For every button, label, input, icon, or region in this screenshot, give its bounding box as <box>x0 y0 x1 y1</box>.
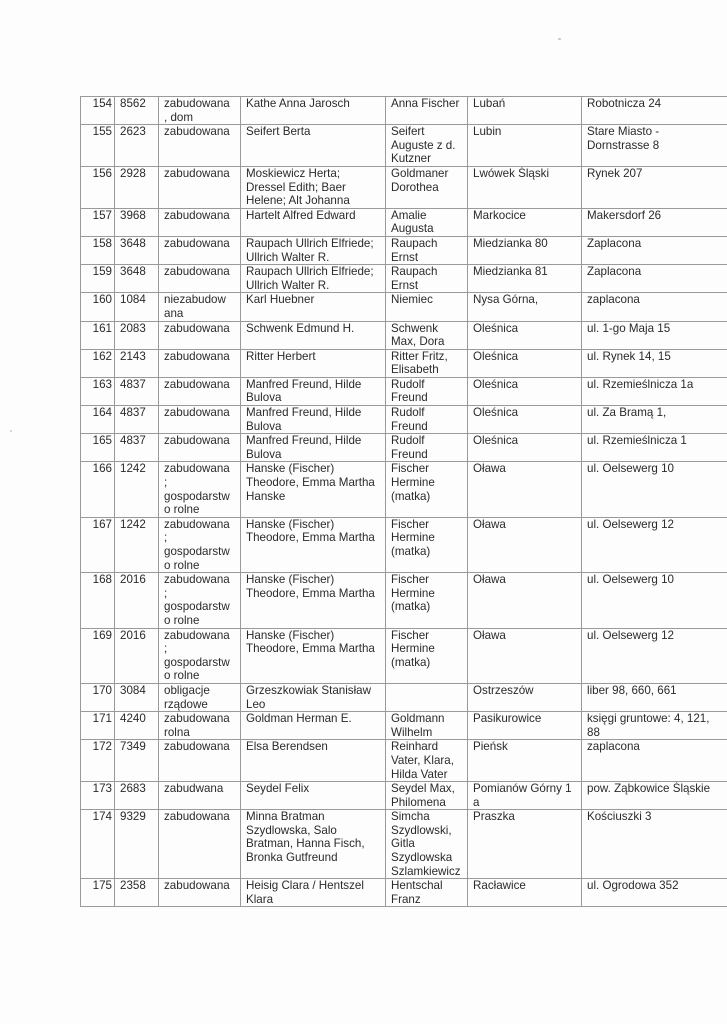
entry-number-cell: 154 <box>81 97 115 125</box>
owner-cell: Schwenk Edmund H. <box>241 321 386 349</box>
owner-cell: Moskiewicz Herta; Dressel Edith; Baer Helene; Alt Johanna <box>241 166 386 208</box>
locality-cell: Lubań <box>468 97 582 125</box>
table-row <box>81 406 727 434</box>
table-row <box>81 628 727 683</box>
heir-cell: Rudolf Freund <box>386 434 468 462</box>
address-cell: ul. Za Bramą 1, <box>582 406 727 434</box>
entry-number-cell: 162 <box>81 349 115 377</box>
land-register-number-cell: 1242 <box>115 462 159 517</box>
property-type-cell: zabudowana ; gospodarstw o rolne <box>159 628 241 683</box>
land-register-number-cell: 4837 <box>115 406 159 434</box>
property-type-cell: zabudowana ; gospodarstw o rolne <box>159 573 241 628</box>
owner-cell: Manfred Freund, Hilde Bulova <box>241 406 386 434</box>
entry-number-cell: 170 <box>81 683 115 711</box>
land-register-number-cell: 2623 <box>115 125 159 167</box>
table-row <box>81 712 727 740</box>
land-register-number-cell: 3648 <box>115 265 159 293</box>
heir-cell: Amalie Augusta <box>386 208 468 236</box>
table-row <box>81 97 727 125</box>
locality-cell: Oleśnica <box>468 406 582 434</box>
property-type-cell: zabudowana <box>159 125 241 167</box>
address-cell: Zaplacona <box>582 265 727 293</box>
address-cell: Makersdorf 26 <box>582 208 727 236</box>
entry-number-cell: 160 <box>81 293 115 321</box>
locality-cell: Racławice <box>468 879 582 907</box>
owner-cell: Kathe Anna Jarosch <box>241 97 386 125</box>
entry-number-cell: 165 <box>81 434 115 462</box>
property-type-cell: zabudowana <box>159 349 241 377</box>
scan-speck <box>558 38 561 40</box>
address-cell: pow. Ząbkowice Śląskie <box>582 782 727 810</box>
address-cell: ul. 1-go Maja 15 <box>582 321 727 349</box>
land-register-number-cell: 4240 <box>115 712 159 740</box>
address-cell: księgi gruntowe: 4, 121, 88 <box>582 712 727 740</box>
table-row <box>81 321 727 349</box>
table-row <box>81 683 727 711</box>
heir-cell: Rudolf Freund <box>386 377 468 405</box>
address-cell: ul. Oelsewerg 12 <box>582 517 727 572</box>
property-type-cell: zabudwana <box>159 782 241 810</box>
land-register-number-cell: 2083 <box>115 321 159 349</box>
table-row <box>81 517 727 572</box>
heir-cell: Reinhard Vater, Klara, Hilda Vater <box>386 740 468 782</box>
table-row <box>81 166 727 208</box>
locality-cell: Oława <box>468 628 582 683</box>
land-register-number-cell: 7349 <box>115 740 159 782</box>
locality-cell: Lwówek Śląski <box>468 166 582 208</box>
land-register-number-cell: 2683 <box>115 782 159 810</box>
entry-number-cell: 175 <box>81 879 115 907</box>
land-register-number-cell: 2016 <box>115 628 159 683</box>
owner-cell: Seydel Felix <box>241 782 386 810</box>
land-register-number-cell: 4837 <box>115 434 159 462</box>
table-row <box>81 434 727 462</box>
heir-cell: Schwenk Max, Dora <box>386 321 468 349</box>
address-cell: Kościuszki 3 <box>582 810 727 879</box>
locality-cell: Ostrzeszów <box>468 683 582 711</box>
owner-cell: Grzeszkowiak Stanisław Leo <box>241 683 386 711</box>
property-type-cell: zabudowana <box>159 236 241 264</box>
land-register-number-cell: 9329 <box>115 810 159 879</box>
entry-number-cell: 174 <box>81 810 115 879</box>
heir-cell: Niemiec <box>386 293 468 321</box>
land-register-number-cell: 3084 <box>115 683 159 711</box>
owner-cell: Hanske (Fischer) Theodore, Emma Martha <box>241 517 386 572</box>
locality-cell: Oława <box>468 517 582 572</box>
address-cell: ul. Oelsewerg 10 <box>582 462 727 517</box>
property-type-cell: zabudowana <box>159 434 241 462</box>
table-row <box>81 265 727 293</box>
property-type-cell: zabudowana ; gospodarstw o rolne <box>159 517 241 572</box>
locality-cell: Oleśnica <box>468 377 582 405</box>
scan-speck <box>10 430 12 432</box>
table-row <box>81 125 727 167</box>
property-type-cell: obligacje rządowe <box>159 683 241 711</box>
address-cell: ul. Ogrodowa 352 <box>582 879 727 907</box>
heir-cell: Anna Fischer <box>386 97 468 125</box>
property-type-cell: zabudowana <box>159 810 241 879</box>
entry-number-cell: 159 <box>81 265 115 293</box>
owner-cell: Hartelt Alfred Edward <box>241 208 386 236</box>
owner-cell: Ritter Herbert <box>241 349 386 377</box>
property-type-cell: zabudowana <box>159 406 241 434</box>
locality-cell: Miedzianka 81 <box>468 265 582 293</box>
table-row <box>81 293 727 321</box>
property-type-cell: zabudowana <box>159 208 241 236</box>
heir-cell: Seifert Auguste z d. Kutzner <box>386 125 468 167</box>
owner-cell: Hanske (Fischer) Theodore, Emma Martha <box>241 628 386 683</box>
land-register-number-cell: 3968 <box>115 208 159 236</box>
property-type-cell: zabudowana rolna <box>159 712 241 740</box>
locality-cell: Nysa Górna, <box>468 293 582 321</box>
locality-cell: Pieńsk <box>468 740 582 782</box>
heir-cell: Rudolf Freund <box>386 406 468 434</box>
table-row <box>81 462 727 517</box>
table-row <box>81 810 727 879</box>
locality-cell: Oleśnica <box>468 349 582 377</box>
entry-number-cell: 171 <box>81 712 115 740</box>
address-cell: Robotnicza 24 <box>582 97 727 125</box>
address-cell: liber 98, 660, 661 <box>582 683 727 711</box>
property-records-table <box>80 96 727 907</box>
land-register-number-cell: 2358 <box>115 879 159 907</box>
table-row <box>81 879 727 907</box>
address-cell: Zaplacona <box>582 236 727 264</box>
owner-cell: Elsa Berendsen <box>241 740 386 782</box>
heir-cell: Raupach Ernst <box>386 236 468 264</box>
heir-cell: Simcha Szydlowski, Gitla Szydlowska Szlamkiewicz <box>386 810 468 879</box>
address-cell: Stare Miasto - Dornstrasse 8 <box>582 125 727 167</box>
heir-cell: Seydel Max, Philomena <box>386 782 468 810</box>
address-cell: ul. Rzemieślnicza 1 <box>582 434 727 462</box>
entry-number-cell: 169 <box>81 628 115 683</box>
property-type-cell: zabudowana ; gospodarstw o rolne <box>159 462 241 517</box>
locality-cell: Markocice <box>468 208 582 236</box>
locality-cell: Praszka <box>468 810 582 879</box>
land-register-number-cell: 2143 <box>115 349 159 377</box>
table-row <box>81 377 727 405</box>
entry-number-cell: 167 <box>81 517 115 572</box>
heir-cell: Goldmann Wilhelm <box>386 712 468 740</box>
locality-cell: Miedzianka 80 <box>468 236 582 264</box>
property-type-cell: zabudowana <box>159 321 241 349</box>
entry-number-cell: 158 <box>81 236 115 264</box>
entry-number-cell: 164 <box>81 406 115 434</box>
heir-cell: Ritter Fritz, Elisabeth <box>386 349 468 377</box>
owner-cell: Karl Huebner <box>241 293 386 321</box>
owner-cell: Minna Bratman Szydlowska, Salo Bratman, Hanna Fisch, Bronka Gutfreund <box>241 810 386 879</box>
locality-cell: Oława <box>468 462 582 517</box>
entry-number-cell: 173 <box>81 782 115 810</box>
address-cell: ul. Rynek 14, 15 <box>582 349 727 377</box>
property-type-cell: zabudowana <box>159 740 241 782</box>
entry-number-cell: 161 <box>81 321 115 349</box>
heir-cell: Hentschal Franz <box>386 879 468 907</box>
heir-cell: Fischer Hermine (matka) <box>386 517 468 572</box>
owner-cell: Raupach Ullrich Elfriede; Ullrich Walter R. <box>241 265 386 293</box>
address-cell: ul. Oelsewerg 12 <box>582 628 727 683</box>
table-row <box>81 740 727 782</box>
locality-cell: Pomianów Górny 1 a <box>468 782 582 810</box>
owner-cell: Raupach Ullrich Elfriede; Ullrich Walter R. <box>241 236 386 264</box>
property-type-cell: zabudowana <box>159 879 241 907</box>
land-register-number-cell: 8562 <box>115 97 159 125</box>
owner-cell: Manfred Freund, Hilde Bulova <box>241 434 386 462</box>
heir-cell: Raupach Ernst <box>386 265 468 293</box>
heir-cell: Goldmaner Dorothea <box>386 166 468 208</box>
land-register-number-cell: 1084 <box>115 293 159 321</box>
land-register-number-cell: 2928 <box>115 166 159 208</box>
land-register-number-cell: 3648 <box>115 236 159 264</box>
address-cell: Rynek 207 <box>582 166 727 208</box>
table-row <box>81 236 727 264</box>
locality-cell: Lubin <box>468 125 582 167</box>
heir-cell: Fischer Hermine (matka) <box>386 462 468 517</box>
owner-cell: Goldman Herman E. <box>241 712 386 740</box>
land-register-number-cell: 2016 <box>115 573 159 628</box>
owner-cell: Seifert Berta <box>241 125 386 167</box>
table-body <box>81 97 727 907</box>
property-type-cell: zabudowana , dom <box>159 97 241 125</box>
address-cell: ul. Oelsewerg 10 <box>582 573 727 628</box>
locality-cell: Oława <box>468 573 582 628</box>
heir-cell: Fischer Hermine (matka) <box>386 573 468 628</box>
table-row <box>81 573 727 628</box>
entry-number-cell: 168 <box>81 573 115 628</box>
address-cell: ul. Rzemieślnicza 1a <box>582 377 727 405</box>
locality-cell: Pasikurowice <box>468 712 582 740</box>
property-type-cell: niezabudow ana <box>159 293 241 321</box>
owner-cell: Hanske (Fischer) Theodore, Emma Martha <box>241 573 386 628</box>
owner-cell: Hanske (Fischer) Theodore, Emma Martha Hanske <box>241 462 386 517</box>
property-type-cell: zabudowana <box>159 265 241 293</box>
entry-number-cell: 163 <box>81 377 115 405</box>
land-register-number-cell: 4837 <box>115 377 159 405</box>
owner-cell: Heisig Clara / Hentszel Klara <box>241 879 386 907</box>
entry-number-cell: 166 <box>81 462 115 517</box>
property-type-cell: zabudowana <box>159 377 241 405</box>
property-type-cell: zabudowana <box>159 166 241 208</box>
owner-cell: Manfred Freund, Hilde Bulova <box>241 377 386 405</box>
locality-cell: Oleśnica <box>468 321 582 349</box>
entry-number-cell: 157 <box>81 208 115 236</box>
table-row <box>81 349 727 377</box>
table-row <box>81 208 727 236</box>
entry-number-cell: 155 <box>81 125 115 167</box>
entry-number-cell: 172 <box>81 740 115 782</box>
entry-number-cell: 156 <box>81 166 115 208</box>
table-row <box>81 782 727 810</box>
heir-cell: Fischer Hermine (matka) <box>386 628 468 683</box>
land-register-number-cell: 1242 <box>115 517 159 572</box>
heir-cell <box>386 683 468 711</box>
address-cell: zaplacona <box>582 740 727 782</box>
address-cell: zaplacona <box>582 293 727 321</box>
locality-cell: Oleśnica <box>468 434 582 462</box>
